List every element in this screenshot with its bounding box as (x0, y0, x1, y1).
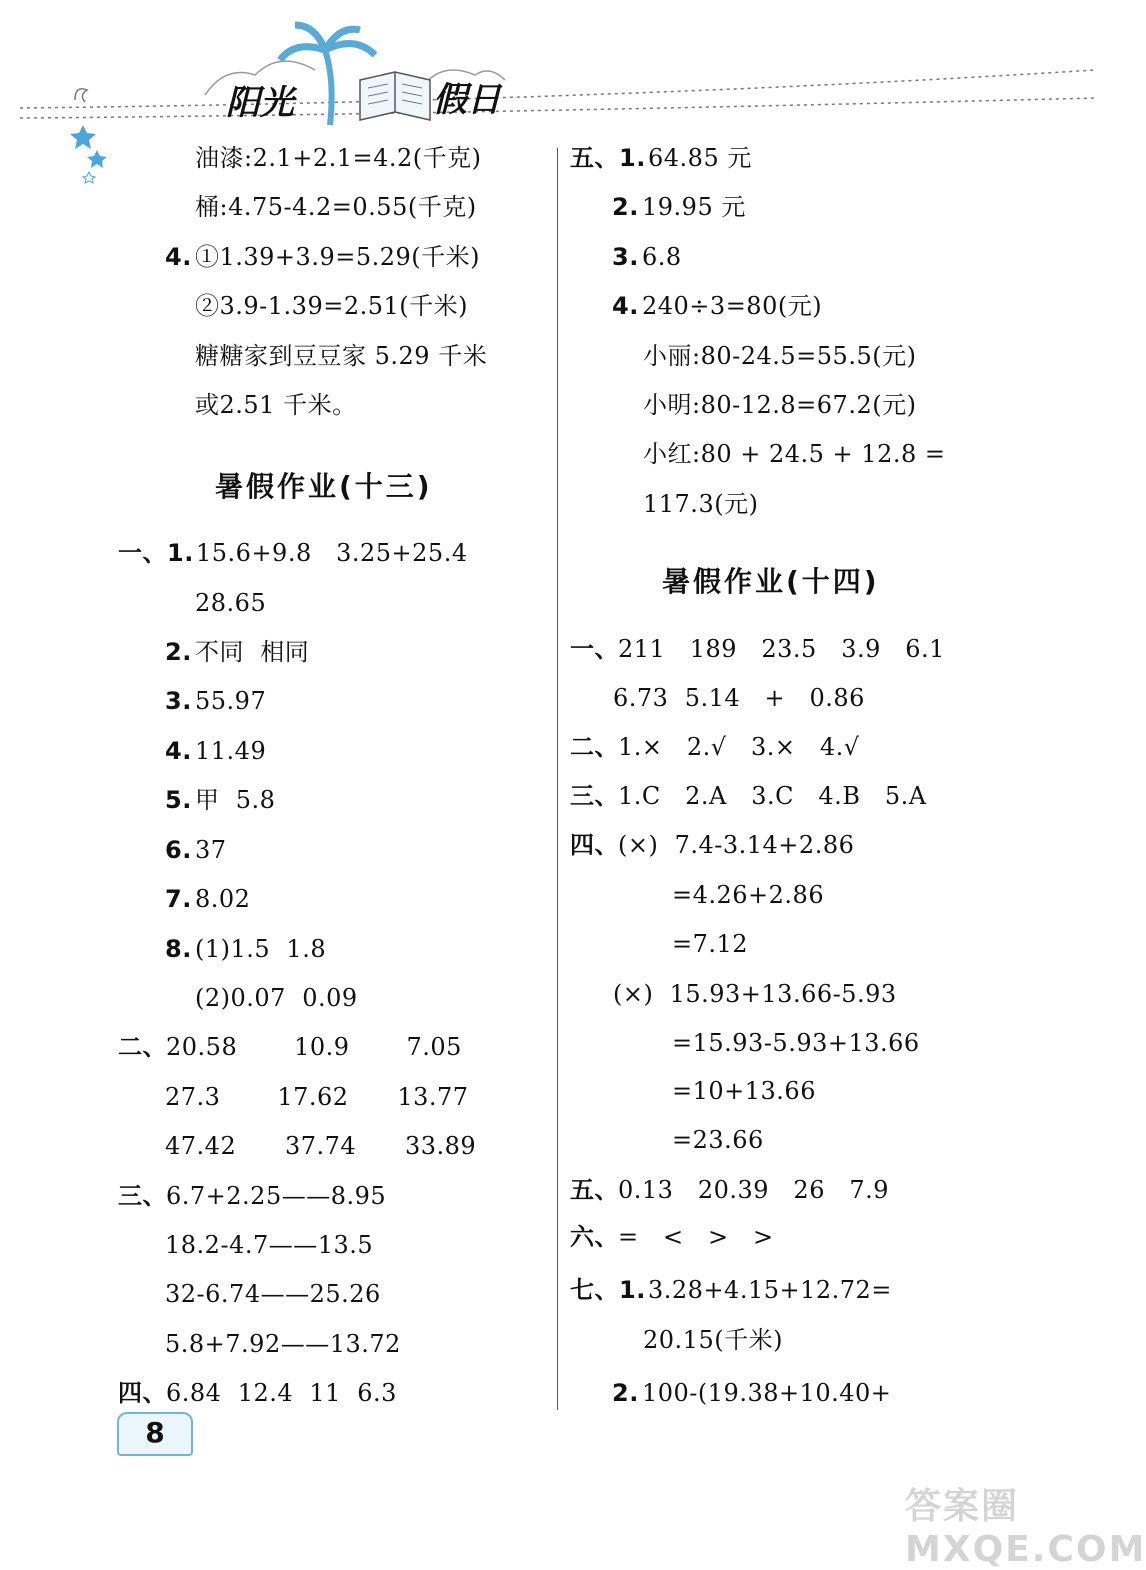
right-item-number: 七、1. (570, 1276, 646, 1304)
right-answer-line: =4.26+2.86 (672, 881, 825, 909)
left-answer-line: 55.97 (195, 687, 267, 715)
left-answer-line: 桶:4.75-4.2=0.55(千克) (195, 193, 477, 221)
right-section-title: 暑假作业(十四) (662, 565, 880, 598)
right-answer-line: 0.13 20.39 26 7.9 (618, 1176, 890, 1204)
right-answer-line: =10+13.66 (672, 1077, 816, 1105)
left-answer-line: (2)0.07 0.09 (195, 984, 358, 1012)
left-answer-line: 甲 5.8 (195, 786, 276, 814)
right-item-number: 四、 (570, 831, 619, 859)
right-item-number: 一、 (570, 635, 619, 663)
left-item-number: 8. (165, 935, 192, 963)
left-section-title: 暑假作业(十三) (215, 470, 433, 503)
right-answer-line: 20.15(千米) (643, 1326, 783, 1354)
left-answer-line: ②3.9-1.39=2.51(千米) (195, 292, 468, 320)
right-answer-line: =7.12 (672, 930, 749, 958)
left-item-number: 四、 (118, 1379, 167, 1407)
left-answer-line: 11.49 (195, 737, 267, 765)
left-answer-line: 6.84 12.4 11 6.3 (166, 1379, 397, 1407)
left-item-number: 6. (165, 836, 192, 864)
right-answer-line: 117.3(元) (643, 490, 759, 518)
right-answer-line: 小丽:80-24.5=55.5(元) (643, 342, 917, 370)
left-item-number: 一、1. (118, 539, 194, 567)
brand-right: 假日 (433, 80, 501, 120)
left-item-number: 4. (165, 737, 192, 765)
right-item-number: 五、 (570, 1176, 619, 1204)
left-item-number: 3. (165, 687, 192, 715)
right-answer-line: 240÷3=80(元) (642, 292, 823, 320)
right-item-number: 三、 (570, 782, 619, 810)
left-answer-line: 不同 相同 (195, 638, 310, 666)
right-item-number: 六、 (570, 1223, 619, 1251)
left-answer-line: 37 (195, 836, 227, 864)
left-answer-line: 27.3 17.62 13.77 (165, 1083, 469, 1111)
book-icon (360, 72, 430, 120)
left-answer-line: 8.02 (195, 885, 251, 913)
right-item-number: 2. (612, 1379, 639, 1407)
right-answer-line: 小红:80 + 24.5 + 12.8 = (643, 440, 946, 468)
left-answer-line: 5.8+7.92——13.72 (165, 1330, 401, 1358)
right-answer-line: 211 189 23.5 3.9 6.1 (618, 635, 945, 663)
column-divider (557, 148, 558, 1410)
right-answer-line: 19.95 元 (642, 193, 746, 221)
left-answer-line: 6.7+2.25——8.95 (166, 1182, 387, 1210)
right-answer-line: 6.8 (642, 243, 682, 271)
right-answer-line: 3.28+4.15+12.72= (648, 1276, 892, 1304)
right-answer-line: 1.C 2.A 3.C 4.B 5.A (618, 782, 927, 810)
right-item-number: 2. (612, 193, 639, 221)
left-answer-line: 32-6.74——25.26 (165, 1280, 381, 1308)
right-answer-line: 64.85 元 (648, 144, 752, 172)
right-item-number: 二、 (570, 733, 619, 761)
left-answer-line: 20.58 10.9 7.05 (166, 1033, 462, 1061)
right-item-number: 4. (612, 292, 639, 320)
right-answer-line: =23.66 (672, 1126, 764, 1154)
right-answer-line: 100-(19.38+10.40+ (642, 1379, 892, 1407)
brand-left: 阳光 (226, 83, 294, 123)
header-decoration (0, 0, 1115, 140)
right-item-number: 3. (612, 243, 639, 271)
right-answer-line: = < > > (618, 1223, 774, 1251)
watermark: 答案圈 MXQE.COM (905, 1486, 1146, 1570)
right-item-number: 五、1. (570, 144, 646, 172)
left-answer-line: 油漆:2.1+2.1=4.2(千克) (195, 144, 482, 172)
page-number: 8 (117, 1412, 193, 1456)
left-answer-line: 或2.51 千米。 (195, 391, 357, 419)
right-answer-line: =15.93-5.93+13.66 (672, 1029, 920, 1057)
left-item-number: 4. (165, 243, 192, 271)
left-answer-line: 糖糖家到豆豆家 5.29 千米 (195, 342, 488, 370)
page-header (0, 0, 1115, 140)
left-answer-line: ①1.39+3.9=5.29(千米) (195, 243, 480, 271)
left-answer-line: 28.65 (195, 589, 267, 617)
left-answer-line: 15.6+9.8 3.25+25.4 (196, 539, 468, 567)
star-icon (70, 125, 107, 183)
right-answer-line: (×) 15.93+13.66-5.93 (613, 980, 897, 1008)
left-answer-line: (1)1.5 1.8 (195, 935, 327, 963)
right-answer-line: 6.73 5.14 + 0.86 (613, 684, 865, 712)
left-answer-line: 47.42 37.74 33.89 (165, 1132, 477, 1160)
left-item-number: 三、 (118, 1182, 167, 1210)
right-answer-line: 1.× 2.√ 3.× 4.√ (618, 733, 860, 761)
left-item-number: 7. (165, 885, 192, 913)
right-answer-line: (×) 7.4-3.14+2.86 (618, 831, 855, 859)
left-item-number: 二、 (118, 1033, 167, 1061)
left-item-number: 5. (165, 786, 192, 814)
left-item-number: 2. (165, 638, 192, 666)
left-answer-line: 18.2-4.7——13.5 (165, 1231, 374, 1259)
right-answer-line: 小明:80-12.8=67.2(元) (643, 391, 917, 419)
